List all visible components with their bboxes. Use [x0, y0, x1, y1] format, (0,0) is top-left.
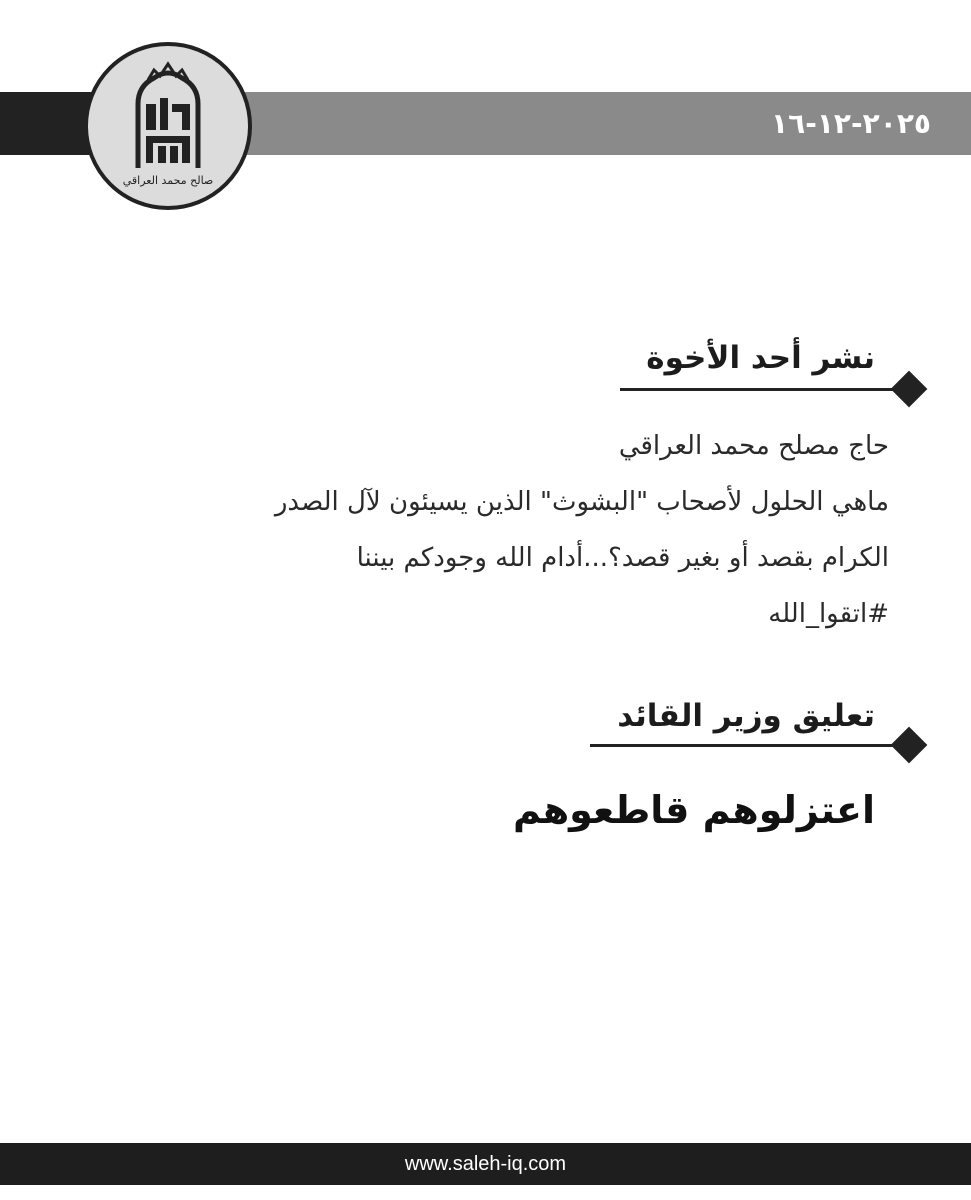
diamond-bullet-icon [891, 727, 928, 764]
footer-bar [0, 1143, 971, 1185]
website-link[interactable]: www.saleh-iq.com [404, 1153, 567, 1175]
logo-caption: صالح محمد العراقي [122, 174, 214, 187]
diamond-bullet-icon [891, 371, 928, 408]
post-heading: نشر أحد الأخوة [646, 340, 875, 376]
logo [84, 42, 252, 210]
post-hashtag: #اتقوا_الله [768, 599, 889, 629]
post-line: الكرام بقصد أو بغير قصد؟...أدام الله وجودكم بيننا [356, 543, 889, 573]
comment-heading-rule [590, 744, 910, 747]
post-date: ٢٠٢٥-١٢-١٦ [771, 107, 931, 140]
post-heading-rule [620, 388, 910, 391]
post-body [69, 418, 889, 642]
post-line: ماهي الحلول لأصحاب "البشوث" الذين يسيئون لآل الصدر [274, 487, 889, 517]
comment-heading: تعليق وزير القائد [617, 698, 875, 734]
comment-text: اعتزلوهم قاطعوهم [513, 788, 875, 832]
post-line: حاج مصلح محمد العراقي [618, 431, 889, 461]
